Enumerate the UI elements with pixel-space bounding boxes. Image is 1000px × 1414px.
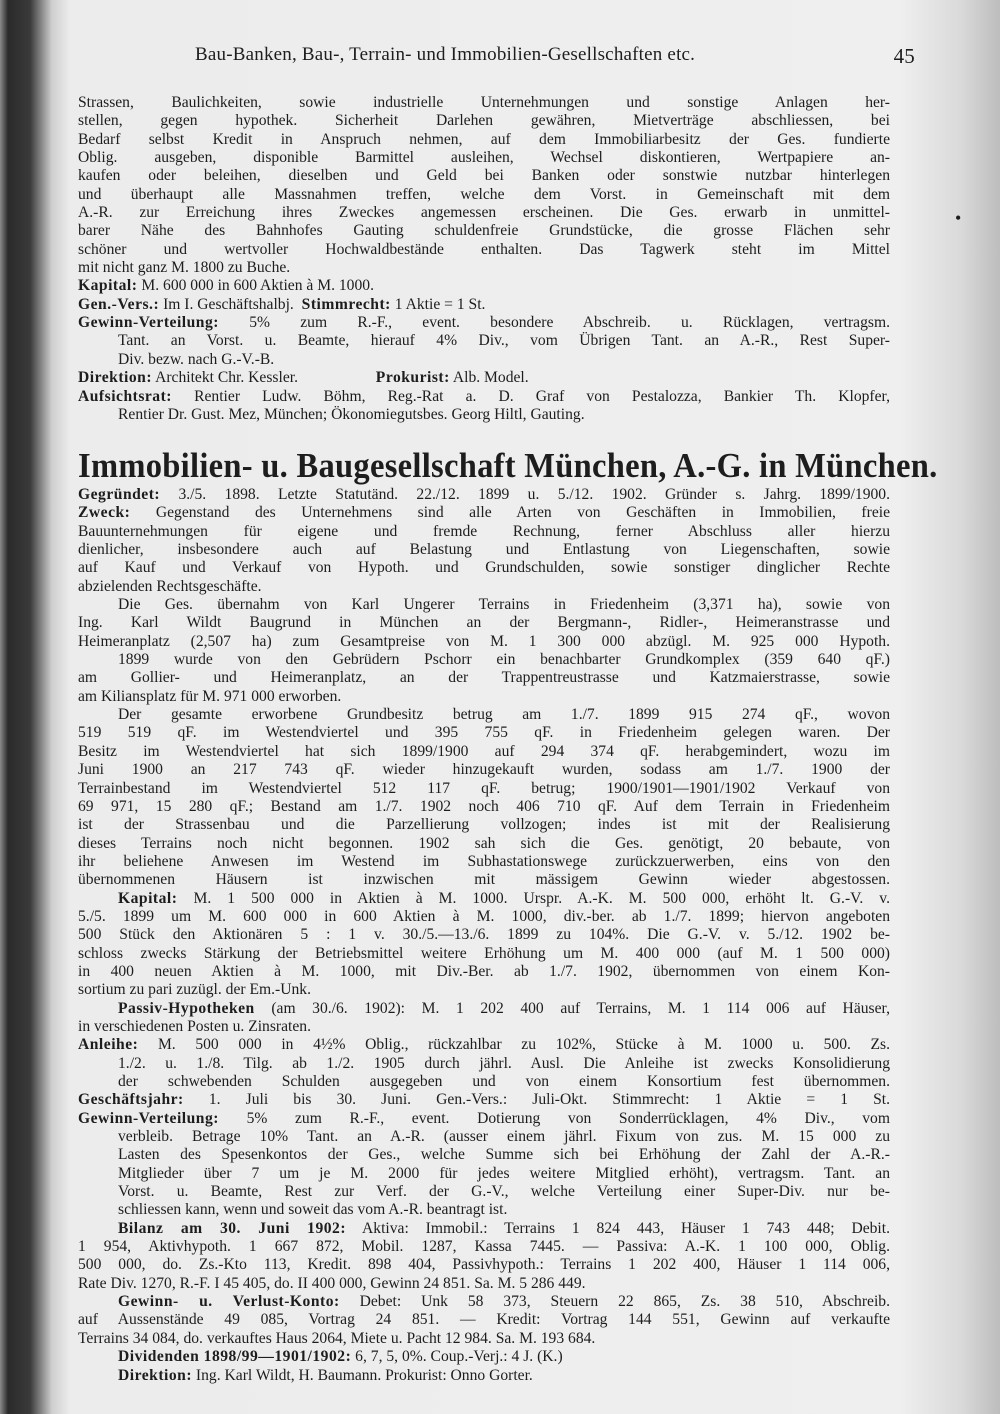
field-label: Gegründet:: [78, 486, 161, 503]
direktion-line: [78, 369, 890, 387]
field-text: 1899 wurde von den Gebrüdern Pschorr ein benachbarter Grundkomplex (359 640 qF.): [118, 651, 890, 669]
text-line: [78, 1128, 890, 1146]
direktion-label: Direktion:: [78, 369, 153, 387]
field-text: 5./5. 1899 um M. 600 000 in 600 Aktien à M. 1000, div.-ber. ab 1./7. 1899; hiervon angeboten: [78, 907, 890, 925]
text-line: und überhaupt alle Massnahmen treffen, welche dem Vorst. in Gemeinschaft mit dem: [78, 185, 890, 203]
field-text: Bauunternehmungen für eigene und fremde Rechnung, ferner Abschluss aller hierzu: [78, 522, 890, 540]
field-text: 1. Juli bis 30. Juni. Gen.-Vers.: Juli-Okt. Stimmrecht: 1 Aktie = 1 St.: [208, 1091, 890, 1109]
text-line: Div. bezw. nach G.-V.-B.: [118, 350, 275, 368]
text-line: mit nicht ganz M. 1800 zu Buche.: [78, 259, 291, 277]
text-line: [78, 669, 890, 687]
stimmrecht-label: Stimmrecht:: [301, 295, 391, 313]
field-text: Terrainbestand im Westendviertel 512 117 qF. betrug; 1900/1901—1901/1902 Verkauf von: [78, 779, 890, 797]
text-line: [78, 908, 890, 926]
margin-mark: •: [955, 208, 962, 228]
running-header: [195, 44, 915, 74]
prokurist-text: Alb. Model.: [452, 369, 529, 387]
text-line: [78, 1201, 890, 1219]
stimmrecht-text: 1 Aktie = 1 St.: [394, 295, 486, 313]
field-text: in verschiedenen Posten u. Zinsraten.: [78, 1017, 311, 1035]
text-line: A.-R. zur Erreichung ihres Zweckes angemessen erscheinen. Die Ges. erwarb in unmittel-: [78, 204, 890, 222]
field-text: verbleib. Betrage 10% Tant. an A.-R. (ausser einem jährl. Fixum von zus. M. 15 000 zu: [118, 1128, 890, 1146]
field-text: Ing. Karl Wildt, H. Baumann. Prokurist: Onno Gorter.: [195, 1366, 533, 1384]
text-line: [78, 633, 890, 651]
gewinn-label: Gewinn-Verteilung:: [78, 314, 219, 332]
kapital-line: [78, 277, 890, 295]
text-line: [78, 981, 890, 999]
text-line: [78, 1055, 890, 1073]
field-text: Terrains 34 084, do. verkauftes Haus 2064, Miete u. Pacht 12 984. Sa. M. 193 684.: [78, 1329, 596, 1347]
field-text: schliessen kann, wenn und soweit das vom A.-R. beantragt ist.: [118, 1201, 508, 1219]
field-text: Mitglieder über 7 um je M. 2000 für jedes weitere Mitglied erhöht), vertragsm. Tant. an: [118, 1164, 890, 1182]
field-text: 1 954, Aktivhypoth. 1 667 872, Mobil. 1287, Kassa 7445. — Passiva: A.-K. 1 100 000, Oblig.: [78, 1238, 890, 1256]
text-line: [78, 798, 890, 816]
field-text: schloss zwecks Stärkung der Betriebsmittel weitere Erhöhung um M. 400 000 (auf M. 1 500 000): [78, 944, 890, 962]
text-line: [78, 816, 890, 834]
text-line: [78, 596, 890, 614]
field-label: Passiv-Hypotheken: [118, 999, 255, 1017]
field-text: Juni 1900 an 217 743 qF. wieder hinzugekauft wurden, sodass am 1./7. 1900 der: [78, 761, 890, 779]
text-line: [78, 578, 890, 596]
text-line: [78, 1238, 890, 1256]
field-text: am Kiliansplatz für M. 971 000 erworben.: [78, 687, 342, 705]
text-line: [78, 871, 890, 889]
text-line: [78, 1146, 890, 1164]
text-line: [78, 688, 890, 706]
field-label: Gewinn-Verteilung:: [78, 1109, 219, 1127]
field-text: 1./2. u. 1./8. Tilg. ab 1./2. 1905 durch jährl. Ausl. Die Anleihe ist zwecks Konsolidierung: [118, 1054, 890, 1072]
field-text: Vorst. u. Beamte, Rest zur Verf. der G.-V., welche Verteilung einer Super-Div. nur be-: [118, 1183, 890, 1201]
gewinn-text: 5% zum R.-F., event. besondere Abschreib. u. Rücklagen, vertragsm.: [249, 314, 890, 332]
field-label: Gewinn- u. Verlust-Konto:: [118, 1293, 340, 1311]
text-line: Strassen, Baulichkeiten, sowie industrielle Unternehmungen und sonstige Anlagen her-: [78, 94, 890, 111]
text-line: [78, 1018, 890, 1036]
header-title: Bau-Banken, Bau-, Terrain- und Immobilien-Gesellschaften etc.: [195, 44, 696, 65]
field-text: Ing. Karl Wildt Baugrund in München an der Bergmann-, Ridler-, Heimeranstrasse und: [78, 614, 890, 632]
text-line: kaufen oder beleihen, dieselben und Geld bei Banken oder sonstwie nutzbar hinterlegen: [78, 167, 890, 185]
field-text: abzielenden Rechtsgeschäfte.: [78, 577, 262, 595]
genvers-label: Gen.-Vers.:: [78, 295, 160, 313]
field-text: 6, 7, 5, 0%. Coup.-Verj.: 4 J. (K.): [355, 1348, 563, 1366]
labeled-line: [78, 1348, 890, 1366]
company-heading: Immobilien- u. Baugesellschaft München, A.-G. in München.: [78, 446, 938, 485]
text-line: Bedarf selbst Kredit in Anspruch nehmen, auf dem Immobiliarbesitz der Ges. fundierte: [78, 130, 890, 148]
text-line: [78, 945, 890, 963]
text-line: [78, 1256, 890, 1274]
field-text: ihr beliehene Anwesen im Westend im Subhastationswege zurückzuerwerben, eins von den: [78, 852, 890, 870]
labeled-line: [78, 890, 890, 908]
field-text: in 400 neuen Aktien à M. 1000, mit Div.-Ber. ab 1./7. 1902, übernommen von einem Kon-: [78, 962, 890, 980]
aufsichtsrat-label: Aufsichtsrat:: [78, 387, 172, 405]
field-text: Die Ges. übernahm von Karl Ungerer Terrains in Friedenheim (3,371 ha), sowie von: [118, 596, 890, 614]
field-text: auf Kauf und Verkauf von Hypoth. und Grundschulden, sowie sonstiger dinglicher Rechte: [78, 559, 890, 577]
text-line: [78, 614, 890, 632]
text-line: [78, 724, 890, 742]
text-line: [78, 1165, 890, 1183]
text-line: [78, 963, 890, 981]
text-line: [78, 780, 890, 798]
field-text: 500 000, do. Zs.-Kto 113, Kredit. 898 404, Passivhypoth.: Terrains 1 202 400, Häuser 1 114 006,: [78, 1256, 890, 1274]
labeled-line: [78, 1091, 890, 1109]
field-text: Heimeranplatz (2,507 ha) zum Gesamtpreise von M. 1 300 000 abzügl. M. 925 000 Hypoth.: [78, 632, 890, 650]
text-line: [78, 559, 890, 577]
field-text: der schwebenden Schulden ausgegeben und von einem Konsortium fest übernommen.: [118, 1073, 890, 1090]
labeled-line: [78, 1036, 890, 1054]
aufsichtsrat-text: Rentier Ludw. Böhm, Reg.-Rat a. D. Graf von Pestalozza, Bankier Th. Klopfer,: [194, 387, 890, 405]
labeled-line: [78, 1293, 890, 1311]
section-company-entry: [78, 486, 890, 1385]
field-text: Lasten des Spesenkontos der Ges., welche Summe sich bei Erhöhung der Zahl der A.-R.-: [118, 1146, 890, 1164]
text-line: [78, 853, 890, 871]
text-line: Oblig. ausgeben, disponible Barmittel ausleihen, Wechsel diskontieren, Wertpapiere an-: [78, 149, 890, 167]
field-text: Aktiva: Immobil.: Terrains 1 824 443, Häuser 1 743 448; Debit.: [362, 1219, 890, 1237]
labeled-line: [78, 1367, 890, 1385]
text-line: [78, 1330, 890, 1348]
field-text: übernommenen Häusern ist inzwischen mit mässigem Gewinn wieder abgestossen.: [78, 871, 890, 889]
field-text: (am 30./6. 1902): M. 1 202 400 auf Terrains, M. 1 114 006 auf Häuser,: [271, 999, 890, 1017]
field-label: Zweck:: [78, 504, 131, 522]
field-text: M. 1 500 000 in Aktien à M. 1000. Urspr. A.-K. M. 500 000, erhöht lt. G.-V. v.: [193, 889, 890, 907]
field-label: Direktion:: [118, 1366, 193, 1384]
field-text: 500 Stück den Aktionären 5 : 1 v. 30./5.—13./6. 1899 zu 104%. Die G.-V. v. 5./12. 1902 be-: [78, 926, 890, 944]
kapital-label: Kapital:: [78, 277, 138, 295]
field-text: dienlicher, insbesondere auch auf Belastung und Entlastung von Liegenschaften, sowie: [78, 541, 890, 559]
genvers-line: [78, 296, 890, 314]
text-line: Tant. an Vorst. u. Beamte, hierauf 4% Div., vom Übrigen Tant. an A.-R., Rest Super-: [118, 332, 890, 350]
field-text: Rate Div. 1270, R.-F. I 45 405, do. II 400 000, Gewinn 24 851. Sa. M. 5 286 449.: [78, 1274, 586, 1292]
field-text: ist der Strassenbau und die Parzellierung vollzogen; indes ist mit der Realisierung: [78, 816, 890, 834]
text-line: [78, 1073, 890, 1091]
field-text: auf Aussenstände 49 085, Vortrag 24 851. — Kredit: Vortrag 144 551, Gewinn auf verkaufte: [78, 1311, 890, 1329]
aufsichtsrat-line: [78, 388, 890, 406]
field-text: Der gesamte erworbene Grundbesitz betrug am 1./7. 1899 915 274 qF., wovon: [118, 706, 890, 724]
text-line: [78, 651, 890, 669]
field-text: 69 971, 15 280 qF.; Bestand am 1./7. 1902 noch 406 710 qF. Auf dem Terrain in Friedenheim: [78, 797, 890, 815]
gewinn-line: [78, 314, 890, 332]
labeled-line: [78, 486, 890, 504]
text-line: [78, 706, 890, 724]
field-label: Geschäftsjahr:: [78, 1091, 184, 1109]
page-number: 45: [893, 44, 915, 68]
text-line: [78, 743, 890, 761]
genvers-text: Im I. Geschäftshalbj.: [163, 295, 294, 313]
text-line: [78, 761, 890, 779]
field-text: Gegenstand des Unternehmens sind alle Arten von Geschäften in Immobilien, freie: [155, 504, 890, 522]
text-line: [78, 541, 890, 559]
text-line: Rentier Dr. Gust. Mez, München; Ökonomiegutsbes. Georg Hiltl, Gauting.: [118, 405, 585, 423]
field-label: Anleihe:: [78, 1036, 139, 1054]
text-line: [78, 1311, 890, 1329]
text-line: [78, 1183, 890, 1201]
text-line: [78, 835, 890, 853]
text-line: barer Nähe des Bahnhofes Gauting schuldenfreie Grundstücke, die grosse Flächen sehr: [78, 222, 890, 240]
field-text: 3./5. 1898. Letzte Statutänd. 22./12. 1899 u. 5./12. 1902. Gründer s. Jahrg. 1899/1900.: [178, 486, 890, 503]
field-text: dieses Terrains noch nicht begonnen. 1902 sah sich die Ges. genötigt, 20 bebaute, von: [78, 834, 890, 852]
text-line: [78, 926, 890, 944]
text-line: schöner und wertvoller Hochwaldbestände enthalten. Das Tagwerk steht im Mittel: [78, 240, 890, 258]
field-text: M. 500 000 in 4½% Oblig., rückzahlbar zu 102%, Stücke à M. 1000 u. 500. Zs.: [157, 1036, 891, 1054]
labeled-line: [78, 1000, 890, 1018]
field-text: am Gollier- und Heimeranplatz, an der Trappentreustrasse und Katzmaierstrasse, sowie: [78, 669, 890, 687]
direktion-text: Architekt Chr. Kessler.: [155, 369, 298, 387]
field-label: Bilanz am 30. Juni 1902:: [118, 1219, 347, 1237]
labeled-line: [78, 504, 890, 522]
field-text: 519 519 qF. im Westendviertel und 395 755 qF. in Friedenheim gelegen waren. Der: [78, 724, 890, 742]
field-text: Debet: Unk 58 373, Steuern 22 865, Zs. 38 510, Abschreib.: [359, 1293, 890, 1311]
field-text: sortium zu pari zuzügl. der Em.-Unk.: [78, 981, 311, 999]
labeled-line: [78, 1220, 890, 1238]
section-previous-company: [78, 94, 890, 424]
kapital-text: M. 600 000 in 600 Aktien à M. 1000.: [141, 277, 374, 295]
text-line: [78, 1275, 890, 1293]
field-text: Besitz im Westendviertel hat sich 1899/1900 auf 294 374 qF. herabgemindert, wozu im: [78, 742, 890, 760]
text-line: stellen, gegen hypothek. Sicherheit Darlehen gewähren, Mietverträge abschliessen, bei: [78, 112, 890, 130]
text-line: [78, 523, 890, 541]
labeled-line: [78, 1110, 890, 1128]
field-label: Dividenden 1898/99—1901/1902:: [118, 1348, 352, 1366]
field-label: Kapital:: [118, 889, 178, 907]
prokurist-label: Prokurist:: [375, 369, 450, 387]
field-text: 5% zum R.-F., event. Dotierung von Sonderrücklagen, 4% Div., vom: [246, 1109, 890, 1127]
